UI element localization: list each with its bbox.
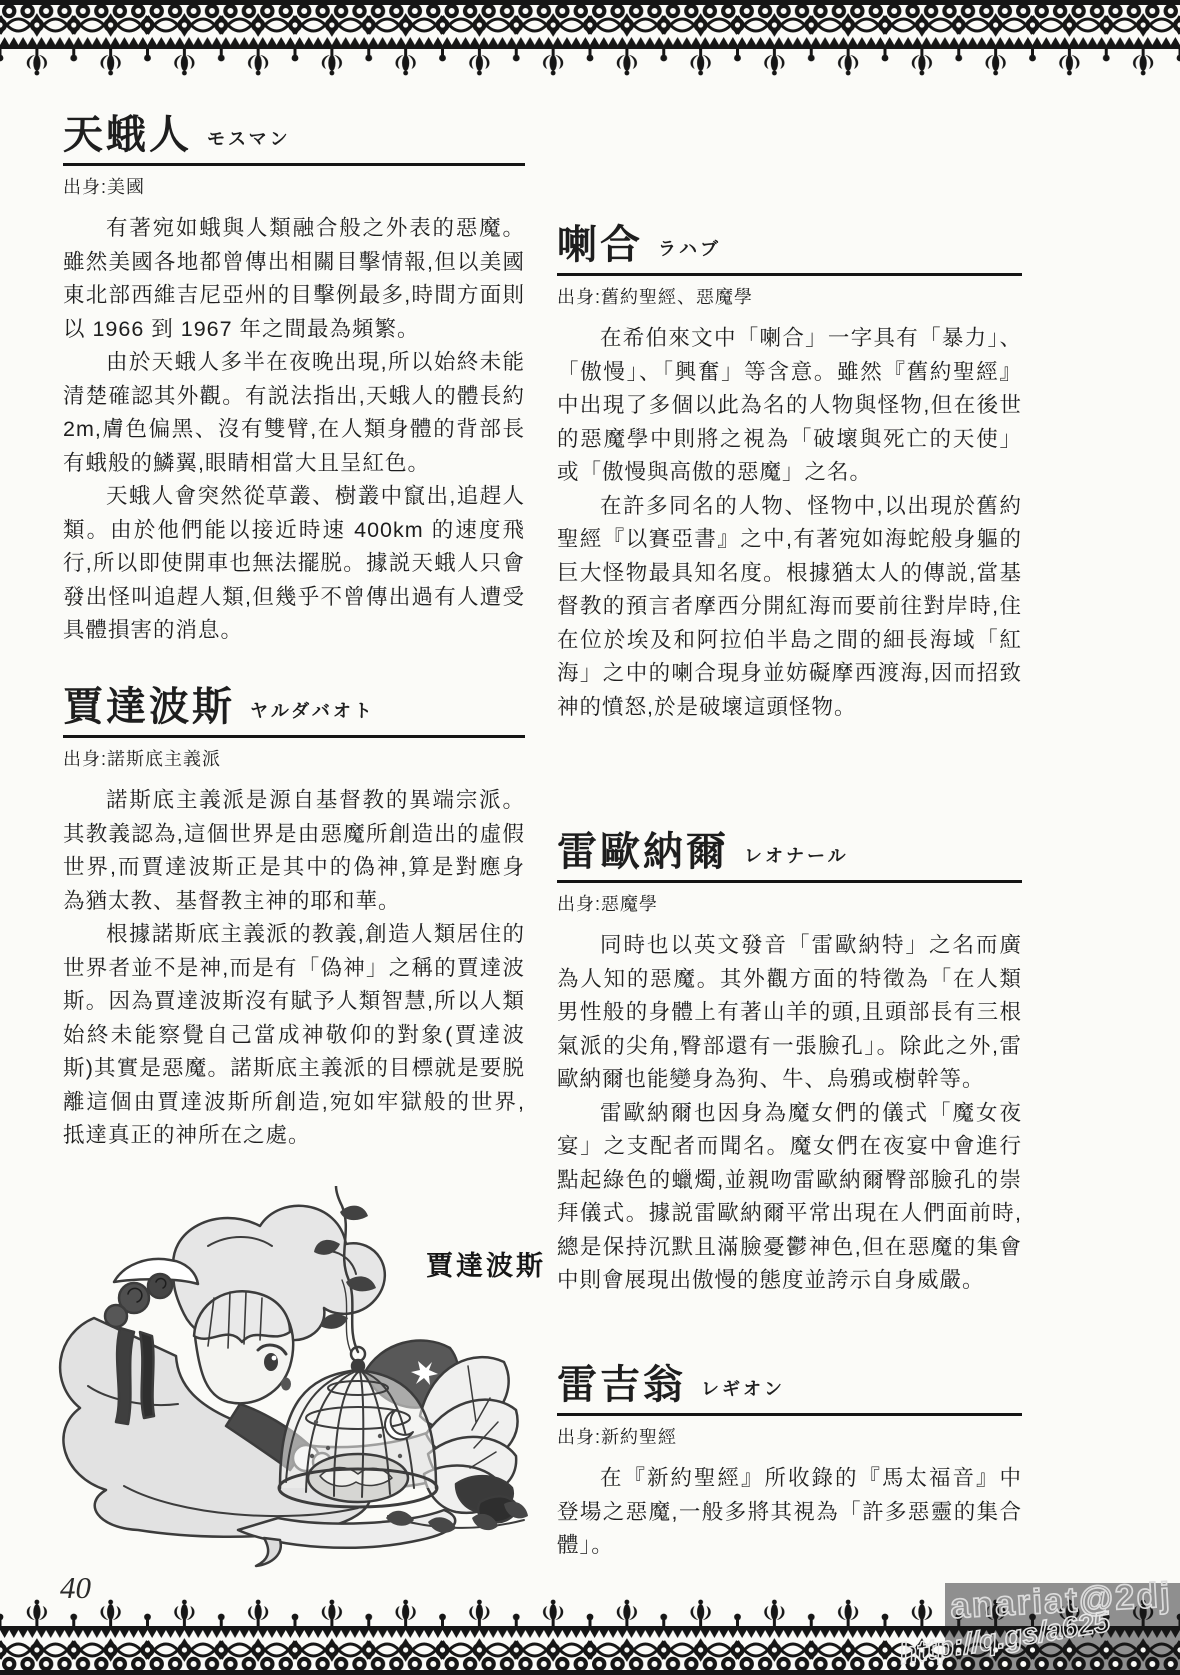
origin-line: 出身:舊約聖經、惡魔學 <box>557 287 753 307</box>
paragraph: 有著宛如蛾與人類融合般之外表的惡魔。雖然美國各地都曾傳出相關目擊情報,但以美國東北部西維吉尼亞州的目擊例最多,時間方面則以 1966 到 1967 年之間最為頻繁。 <box>63 216 525 341</box>
paragraph: 在許多同名的人物、怪物中,以出現於舊約聖經『以賽亞書』之中,有著宛如海蛇般身軀的巨大怪物最具知名度。根據猶太人的傳説,當基督教的預言者摩西分開紅海而要前往對岸時,住在位於埃及和阿拉伯半島之間的細長海域「紅海」之中的喇合現身並妨礙摩西渡海,因而招致神的憤怒,於是破壞這頭怪物。 <box>557 493 1022 719</box>
section-body <box>557 929 1022 1298</box>
yaldabaoth-illustration <box>28 1186 546 1571</box>
section-heading <box>63 113 525 166</box>
origin-line: 出身:美國 <box>63 177 146 197</box>
paragraph: 在『新約聖經』所收錄的『馬太福音』中登場之惡魔,一般多將其視為「許多惡靈的集合體」。 <box>557 1466 1022 1557</box>
section-heading <box>557 830 1022 883</box>
section-furigana: レギオン <box>701 1379 785 1399</box>
section-furigana: モスマン <box>207 129 291 149</box>
paragraph: 雷歐納爾也因身為魔女們的儀式「魔女夜宴」之支配者而聞名。魔女們在夜宴中會進行點起綠色的蠟燭,並親吻雷歐納爾臀部臉孔的崇拜儀式。據説雷歐納爾平常出現在人們面前時,總是保持沉默且滿臉憂鬱神色,但在惡魔的集會中則會展現出傲慢的態度並誇示自身威嚴。 <box>557 1100 1022 1292</box>
section-heading <box>557 223 1022 276</box>
section-furigana: ヤルダバオト <box>250 701 375 721</box>
section-rahab <box>557 223 1022 724</box>
section-body <box>557 322 1022 724</box>
paragraph: 諾斯底主義派是源自基督教的異端宗派。其教義認為,這個世界是由惡魔所創造出的虛假世界,而賈達波斯正是其中的偽神,算是對應身為猶太教、基督教主神的耶和華。 <box>63 788 525 913</box>
section-title: 雷吉翁 <box>557 1363 686 1407</box>
watermark-url: http://q.gs/a625 <box>897 1606 1113 1671</box>
section-mothman <box>63 113 525 648</box>
section-title: 賈達波斯 <box>63 685 235 729</box>
page-number: 40 <box>60 1570 91 1605</box>
paragraph: 同時也以英文發音「雷歐納特」之名而廣為人知的惡魔。其外觀方面的特徵為「在人類男性般的身體上有著山羊的頭,且頭部長有三根氣派的尖角,臀部還有一張臉孔」。除此之外,雷歐納爾也能變身為狗、牛、烏鴉或樹幹等。 <box>557 933 1022 1091</box>
section-title: 喇合 <box>557 223 643 267</box>
section-body <box>63 784 525 1153</box>
section-title: 天蛾人 <box>63 113 192 157</box>
origin-line: 出身:新約聖經 <box>557 1427 678 1447</box>
paragraph: 根據諾斯底主義派的教義,創造人類居住的世界者並不是神,而是有「偽神」之稱的賈達波斯。因為賈達波斯沒有賦予人類智慧,所以人類始終未能察覺自己當成神敬仰的對象(賈達波斯)其實是惡魔。諾斯底主義派的目標就是要脱離這個由賈達波斯所創造,宛如牢獄般的世界,抵達真正的神所在之處。 <box>63 922 525 1147</box>
section-legion <box>557 1363 1022 1563</box>
section-title: 雷歐納爾 <box>557 830 729 874</box>
section-leonard <box>557 830 1022 1298</box>
section-heading <box>557 1363 1022 1416</box>
watermark-text-group <box>855 1574 1180 1675</box>
section-furigana: ラハブ <box>658 239 721 259</box>
origin-line: 出身:諾斯底主義派 <box>63 749 222 769</box>
paragraph: 在希伯來文中「喇合」一字具有「暴力」、「傲慢」、「興奮」等含意。雖然『舊約聖經』中出現了多個以此為名的人物與怪物,但在後世的惡魔學中則將之視為「破壞與死亡的天使」或「傲慢與高傲的惡魔」之名。 <box>557 326 1022 484</box>
watermark-handle: anariat@2dj <box>949 1575 1173 1626</box>
section-yaldabaoth <box>63 685 525 1153</box>
section-furigana: レオナール <box>744 846 849 866</box>
right-column <box>557 0 1022 1675</box>
section-body <box>63 212 525 648</box>
paragraph: 天蛾人會突然從草叢、樹叢中竄出,追趕人類。由於他們能以接近時速 400km 的速度飛行,所以即使開車也無法擺脱。據説天蛾人只會發出怪叫追趕人類,但幾乎不曾傳出過有人遭受具體損害的消息。 <box>63 484 525 642</box>
paragraph: 由於天蛾人多半在夜晚出現,所以始終未能清楚確認其外觀。有説法指出,天蛾人的體長約 2m,膚色偏黑、沒有雙臂,在人類身體的背部長有蛾般的鱗翼,眼睛相當大且呈紅色。 <box>63 350 525 475</box>
origin-line: 出身:惡魔學 <box>557 894 659 914</box>
section-body <box>557 1462 1022 1563</box>
section-heading <box>63 685 525 738</box>
illustration-caption: 賈達波斯 <box>426 1251 546 1281</box>
